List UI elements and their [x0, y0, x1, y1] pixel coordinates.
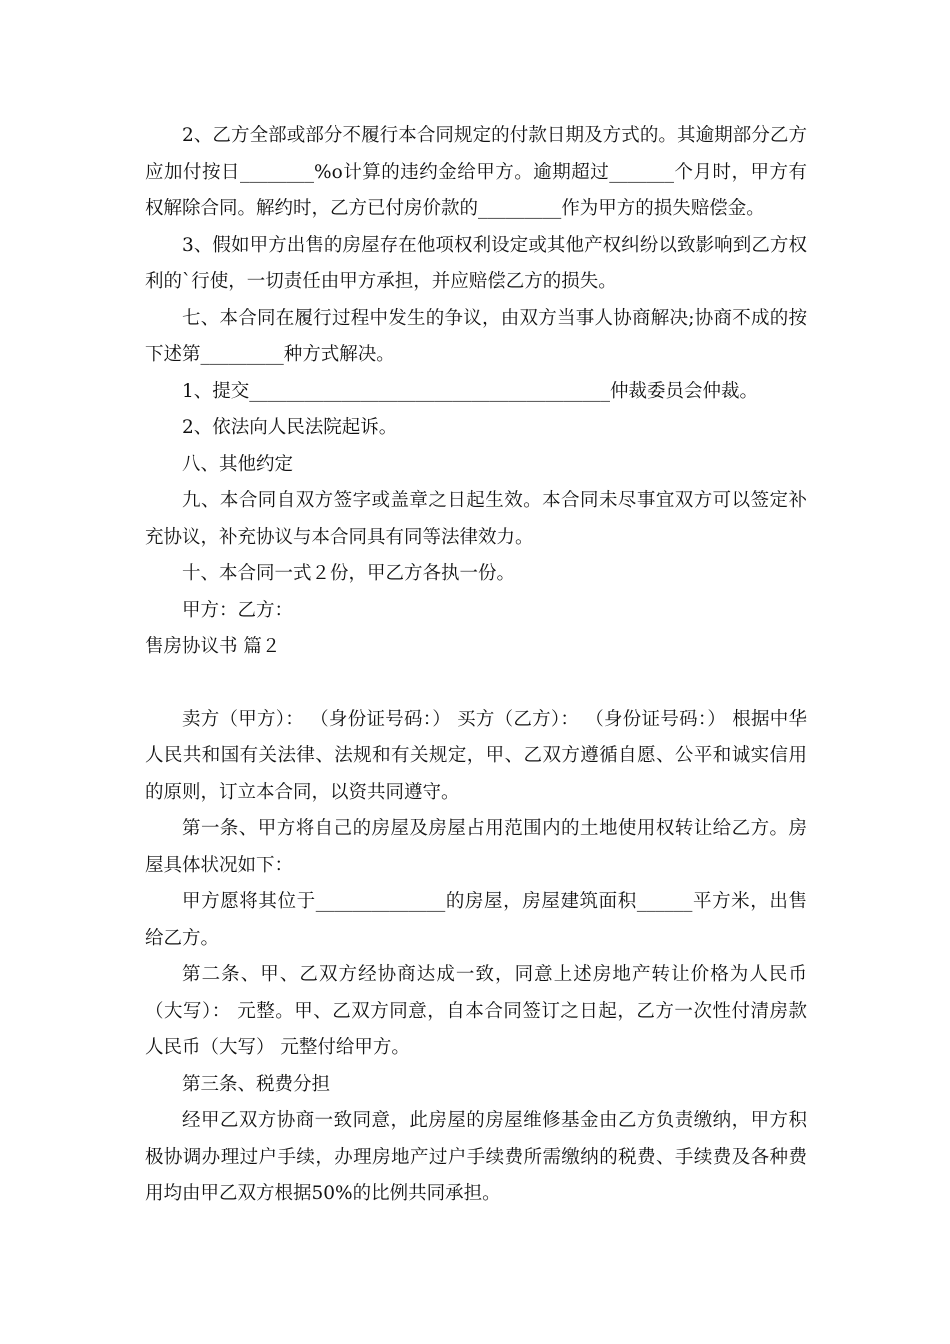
paragraph-parties: 卖方（甲方）： （身份证号码：） 买方（乙方）： （身份证号码：） 根据中华人民共和国有关法律、法规和有关规定，甲、乙双方遵循自愿、公平和诚实信用的原则，订立本合同，以资共同遵守。 — [145, 708, 807, 803]
paragraph-effective: 九、本合同自双方签字或盖章之日起生效。本合同未尽事宜双方可以签定补充协议，补充协议与本合同具有同等法律效力。 — [145, 490, 807, 548]
paragraph-article-3-title: 第三条、税费分担 — [182, 1073, 331, 1095]
paragraph-other-terms: 八、其他约定 — [182, 453, 294, 475]
paragraph-copies: 十、本合同一式２份，甲乙方各执一份。 — [182, 563, 516, 584]
paragraph-court: 2、依法向人民法院起诉。 — [182, 417, 398, 438]
document-page — [145, 118, 807, 1213]
blank-line — [145, 666, 807, 702]
paragraph-property-location: 甲方愿将其位于______________的房屋，房屋建筑面积______平方米，出售给乙方。 — [145, 891, 807, 949]
paragraph-article-2: 第二条、甲、乙双方经协商达成一致，同意上述房地产转让价格为人民币（大写）： 元整。甲、乙双方同意，自本合同签订之日起，乙方一次性付清房款人民币（大写） 元整付给甲方。 — [145, 964, 807, 1058]
paragraph-tax-sharing: 经甲乙双方协商一致同意，此房屋的房屋维修基金由乙方负责缴纳，甲方积极协调办理过户手续，办理房地产过户手续费所需缴纳的税费、手续费及各种费用均由甲乙双方根据50%的比例共同承担。 — [145, 1110, 807, 1204]
paragraph-article-1: 第一条、甲方将自己的房屋及房屋占用范围内的土地使用权转让给乙方。房屋具体状况如下： — [145, 818, 807, 876]
paragraph-arbitration: 1、提交_______________________________________仲裁委员会仲裁。 — [182, 380, 759, 402]
section-heading: 售房协议书 篇２ — [145, 636, 281, 657]
paragraph-dispute-resolution: 七、本合同在履行过程中发生的争议，由双方当事人协商解决;协商不成的按下述第_________种方式解决。 — [145, 307, 807, 365]
paragraph-late-payment: 2、乙方全部或部分不履行本合同规定的付款日期及方式的。其逾期部分乙方应加付按日________%o计算的违约金给甲方。逾期超过_______个月时，甲方有权解除合同。解约时，乙方已付房价款的_________作为甲方的损失赔偿金。 — [145, 125, 807, 219]
paragraph-signatures: 甲方：乙方： — [182, 599, 294, 621]
paragraph-seller-liability: 3、假如甲方出售的房屋存在他项权利设定或其他产权纠纷以致影响到乙方权利的`行使，一切责任由甲方承担，并应赔偿乙方的损失。 — [145, 234, 807, 292]
